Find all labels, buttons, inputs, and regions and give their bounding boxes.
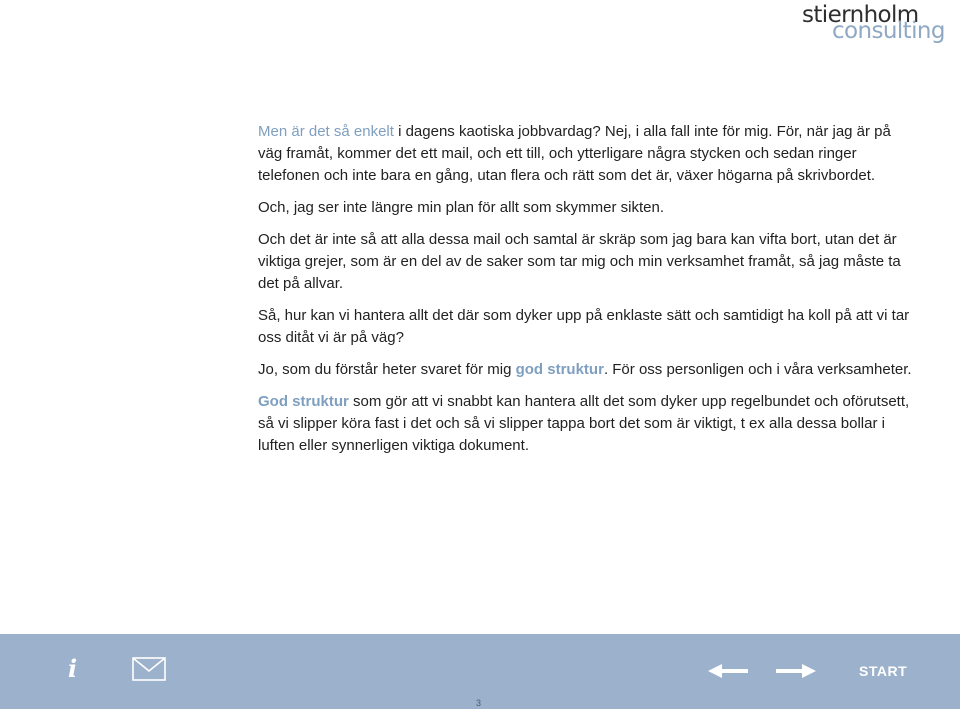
paragraph-6-highlight: God struktur [258, 393, 349, 410]
start-button[interactable]: START [859, 663, 908, 679]
paragraph-2: Och, jag ser inte längre min plan för allt som skymmer sikten. [258, 199, 664, 216]
paragraph-5-before: Jo, som du förstår heter svaret för mig [258, 361, 516, 378]
paragraph-3: Och det är inte så att alla dessa mail och samtal är skräp som jag bara kan vifta bort, utan det är viktiga grejer, som är en del av de saker som tar mig och min verksamhet framåt, så jag måste ta det på allvar. [258, 231, 901, 292]
info-icon[interactable]: i [68, 654, 78, 683]
paragraph-5-after: . För oss personligen och i våra verksamheter. [603, 361, 912, 378]
paragraph-1-highlight: Men är det så enkelt [258, 123, 394, 140]
paragraph-6 [258, 391, 918, 457]
paragraph-5-highlight: god struktur [515, 361, 604, 378]
paragraph-1-text: i dagens kaotiska jobbvardag? Nej, i alla fall inte för mig. För, när jag är på väg framåt, kommer det ett mail, och ett till, och ytterligare några stycken och sedan ringer telefonen och inte bara en gång, utan flera och rätt som det är, växer högarna på skrivbordet. [258, 123, 891, 184]
paragraph-1 [258, 121, 918, 187]
mail-icon[interactable] [132, 657, 166, 686]
logo-line-1: stiernholm [802, 2, 919, 28]
company-logo [792, 2, 945, 46]
main-content [258, 121, 918, 467]
logo-line-2: consulting [832, 18, 945, 44]
footer-navigation-bar [0, 634, 960, 709]
paragraph-4: Så, hur kan vi hantera allt det där som dyker upp på enklaste sätt och samtidigt ha koll på att vi tar oss ditåt vi är på väg? [258, 307, 910, 346]
arrow-left-icon[interactable] [708, 663, 748, 684]
page-number: 3 [476, 698, 482, 708]
arrow-right-icon[interactable] [776, 663, 816, 684]
paragraph-5 [258, 359, 918, 381]
paragraph-6-text: som gör att vi snabbt kan hantera allt det som dyker upp regelbundet och oförutsett, så vi slipper köra fast i det och så vi slipper tappa bort det som är viktigt, t ex alla dessa bollar i luften eller synnerligen viktiga dokument. [258, 393, 910, 454]
